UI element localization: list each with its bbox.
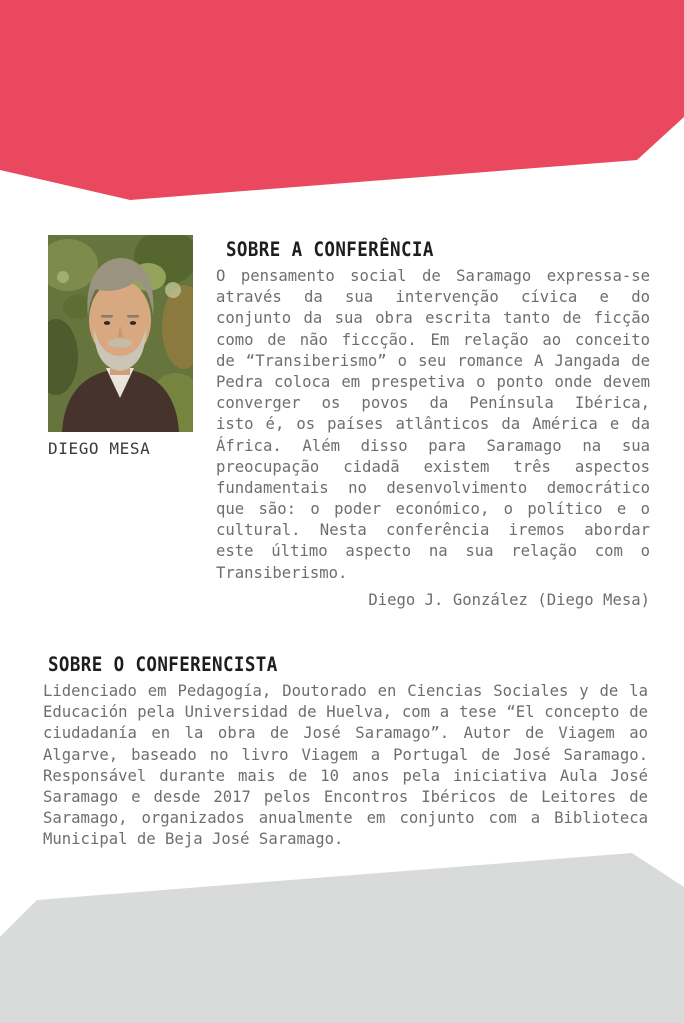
speaker-body-line: Educación pela Universidad de Huelva, com a tese “El concepto de: [43, 703, 648, 722]
speaker-body-line: Algarve, baseado no livro Viagem a Portugal de José Saramago.: [43, 745, 648, 764]
conference-body-line: isto é, os países atlânticos da América e da: [216, 415, 650, 434]
speaker-heading: SOBRE O CONFERENCISTA: [48, 654, 278, 677]
conference-body-line: África. Além disso para Saramago na sua: [216, 436, 650, 455]
speaker-body-line: Saramago, organizados anualmente em conjunto com a Biblioteca: [43, 809, 648, 828]
conference-body-line: preocupação cidadã existem três aspectos: [216, 457, 650, 476]
conference-section: [216, 239, 650, 609]
bottom-decor-shape: [0, 840, 684, 1023]
top-banner-shape: [0, 0, 684, 200]
photo-caption: DIEGO MESA: [48, 439, 151, 458]
conference-body-line: através da sua intervenção cívica e do: [216, 288, 650, 307]
conference-body-line: que são: o poder económico, o político e o: [216, 500, 650, 519]
portrait-illustration: [48, 235, 193, 432]
conference-body-line: fundamentais no desenvolvimento democrático: [216, 478, 650, 497]
speaker-body-line: Lidenciado em Pedagogía, Doutorado en Ciencias Sociales y de la: [43, 682, 648, 700]
conference-body-line: conjunto da sua obra escrita tanto de ficção: [216, 309, 650, 328]
conference-body-line: este último aspecto na sua relação com o: [216, 542, 650, 561]
conference-body-line: como de não ficcção. Em relação ao conceito: [216, 330, 650, 349]
speaker-body-line: Municipal de Beja José Saramago.: [43, 830, 344, 849]
speaker-body-line: Responsável durante mais de 10 anos pela iniciativa Aula José: [43, 766, 648, 785]
conference-body-line: converger os povos da Península Ibérica,: [216, 394, 650, 413]
conference-body-line: de “Transiberismo” o seu romance A Jangada de: [216, 351, 650, 370]
speaker-body-line: ciudadanía en la obra de José Saramago”. Autor de Viagem ao: [43, 724, 648, 743]
speaker-photo: [48, 235, 193, 432]
attribution-line: Diego J. González (Diego Mesa): [368, 590, 650, 609]
speaker-section: [43, 654, 648, 851]
conference-body-line: cultural. Nesta conferência iremos abordar: [216, 521, 650, 540]
conference-body-line: O pensamento social de Saramago expressa-se: [216, 267, 650, 285]
conference-body-line: Transiberismo.: [216, 563, 348, 582]
speaker-body-line: Saramago e desde 2017 pelos Encontros Ibéricos de Leitores de: [43, 787, 648, 806]
conference-body-line: Pedra coloca em prespetiva o ponto onde devem: [216, 372, 650, 391]
conference-heading: SOBRE A CONFERÊNCIA: [226, 239, 434, 262]
